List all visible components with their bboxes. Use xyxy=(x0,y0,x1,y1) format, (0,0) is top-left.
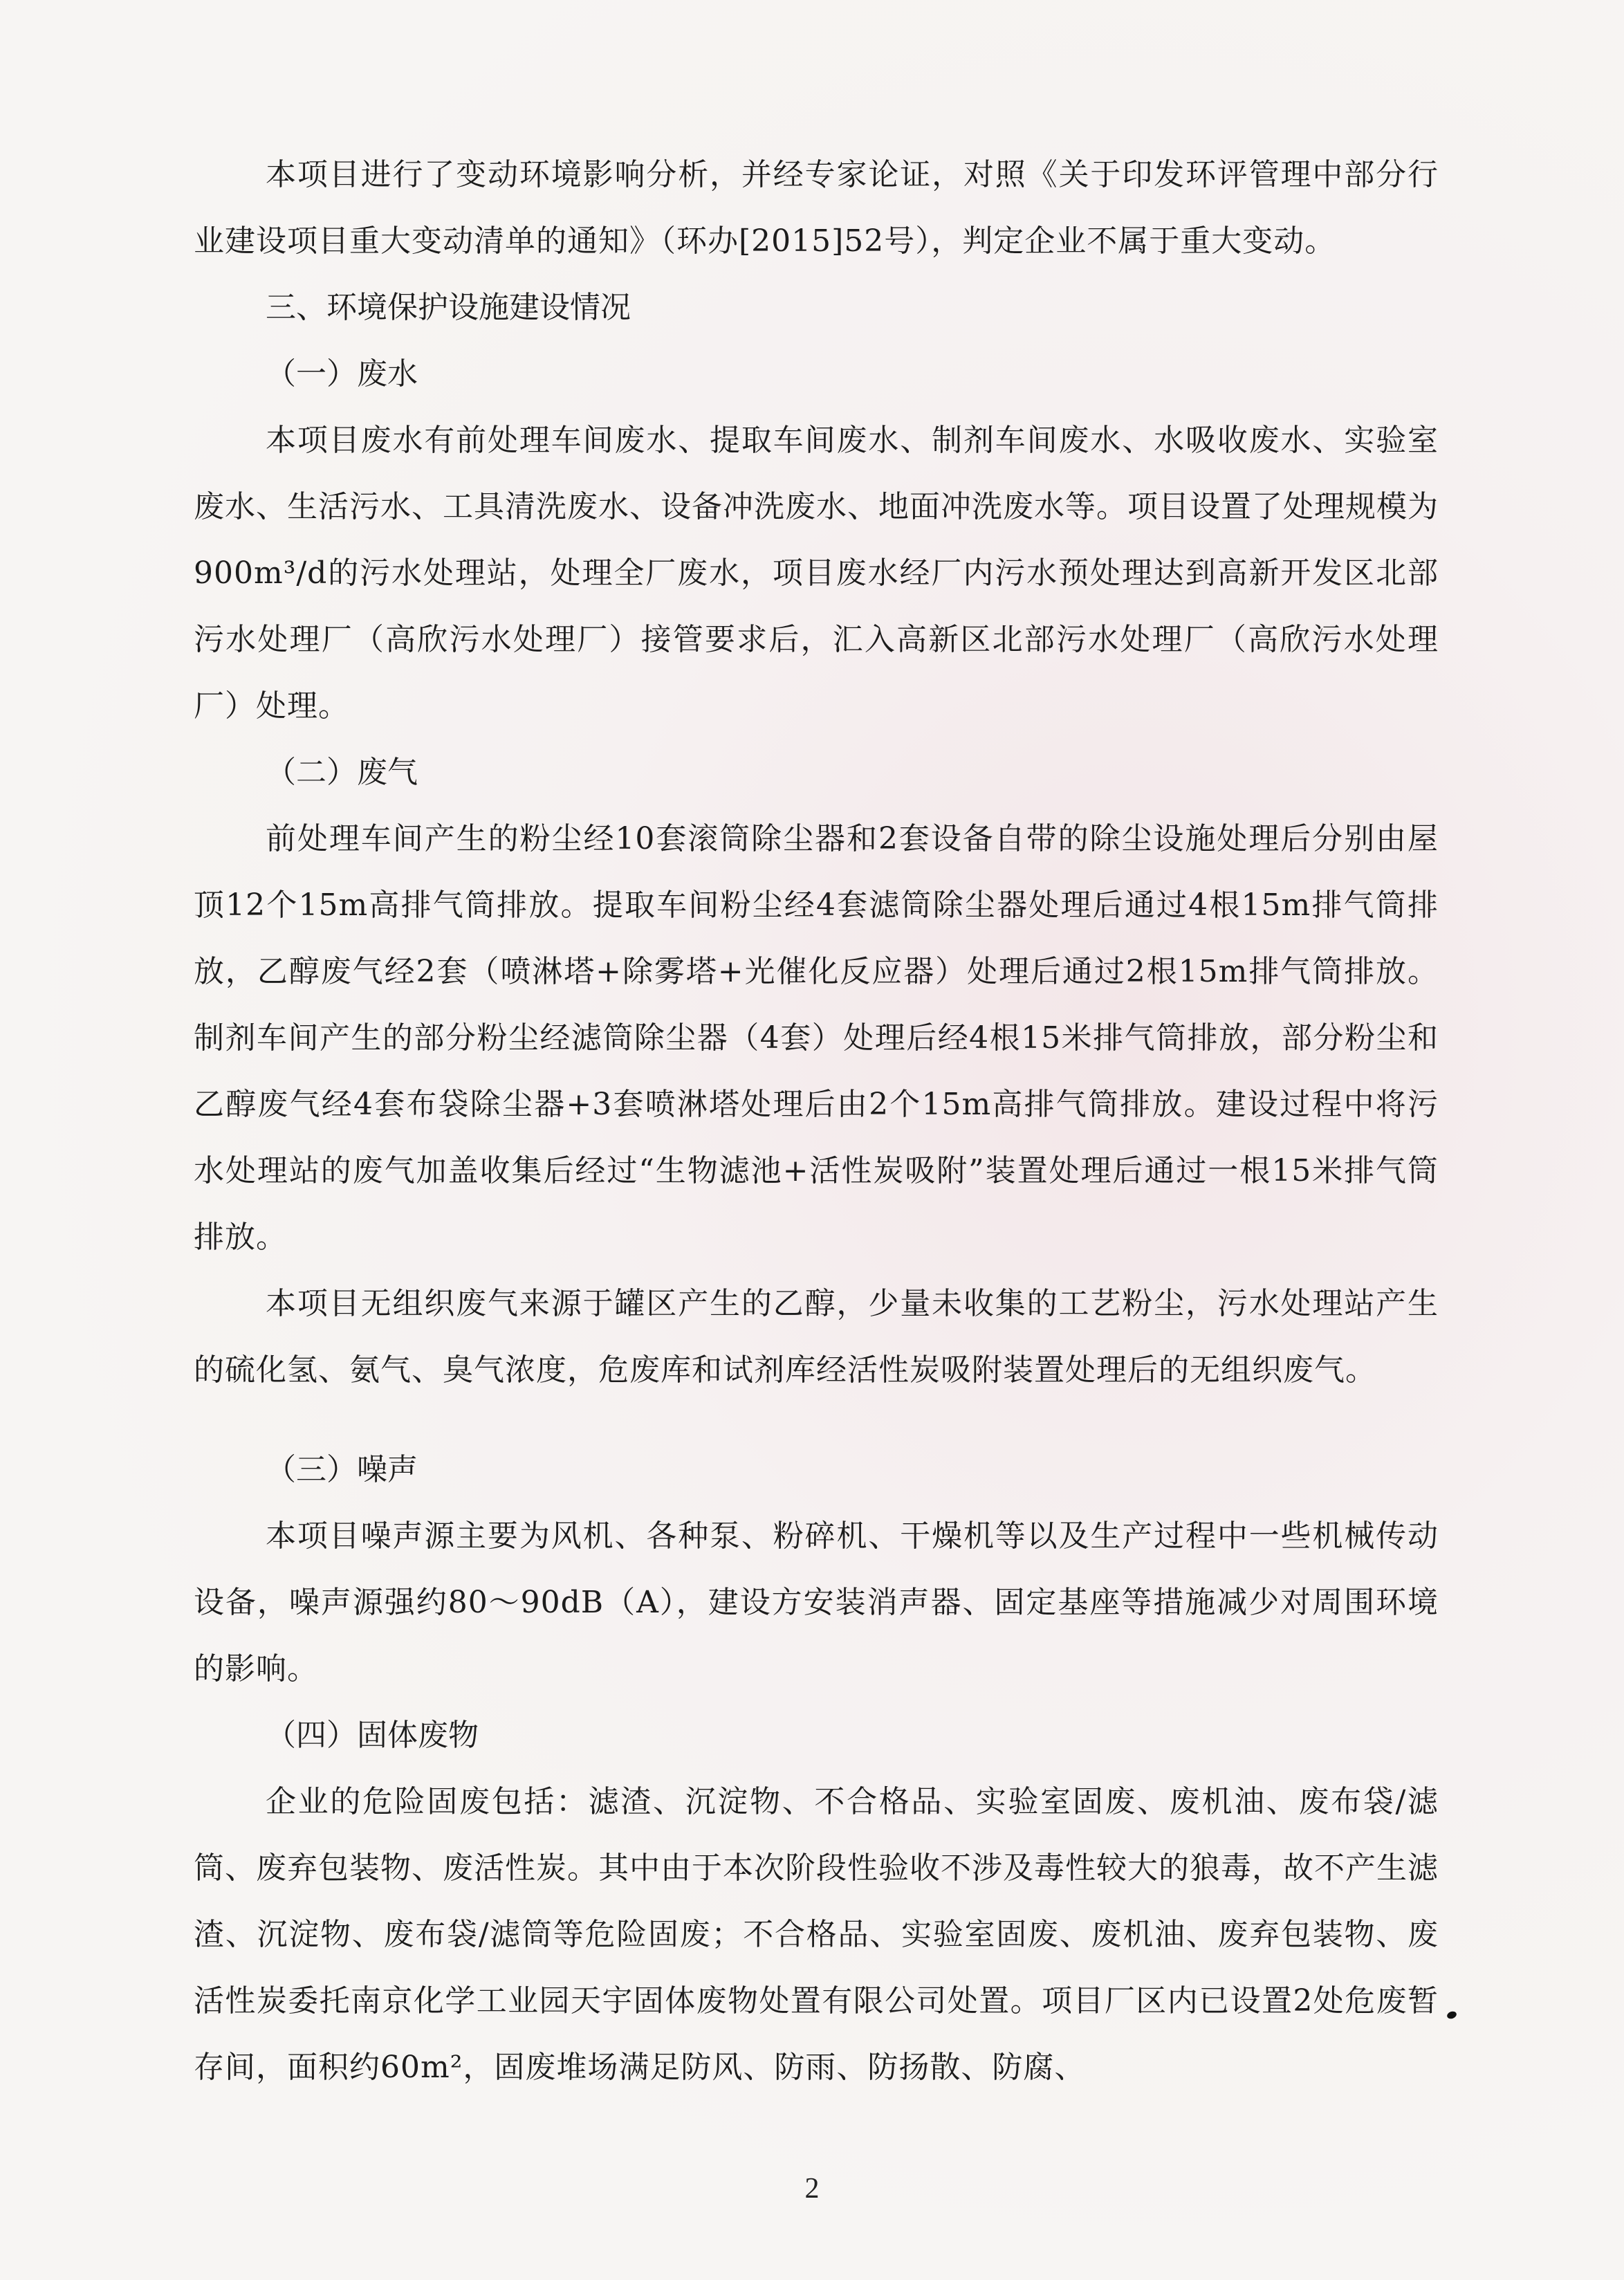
intro-paragraph: 本项目进行了变动环境影响分析，并经专家论证，对照《关于印发环评管理中部分行业建设项目重大变动清单的通知》（环办[2015]52号），判定企业不属于重大变动。 xyxy=(194,157,1439,259)
noise-paragraph: 本项目噪声源主要为风机、各种泵、粉碎机、干燥机等以及生产过程中一些机械传动设备，噪声源强约80～90dB（A），建设方安装消声器、固定基座等措施减少对周围环境的影响。 xyxy=(194,1518,1439,1686)
solid-waste-paragraph: 企业的危险固废包括：滤渣、沉淀物、不合格品、实验室固废、废机油、废布袋/滤筒、废弃包装物、废活性炭。其中由于本次阶段性验收不涉及毒性较大的狼毒，故不产生滤渣、沉淀物、废布袋/滤筒等危险固废；不合格品、实验室固废、废机油、废弃包装物、废活性炭委托南京化学工业园天宇固体废物处置有限公司处置。项目厂区内已设置2处危废暂存间，面积约60m²，固废堆场满足防风、防雨、防扬散、防腐、 xyxy=(194,1784,1439,2085)
noise-heading: （三）噪声 xyxy=(266,1452,418,1487)
wastewater-paragraph: 本项目废水有前处理车间废水、提取车间废水、制剂车间废水、水吸收废水、实验室废水、生活污水、工具清洗废水、设备冲洗废水、地面冲洗废水等。项目设置了处理规模为900m³/d的污水处理站，处理全厂废水，项目废水经厂内污水预处理达到高新开发区北部污水处理厂（高欣污水处理厂）接管要求后，汇入高新区北部污水处理厂（高欣污水处理厂）处理。 xyxy=(194,423,1439,724)
waste-gas-paragraph-1: 前处理车间产生的粉尘经10套滚筒除尘器和2套设备自带的除尘设施处理后分别由屋顶12个15m高排气筒排放。提取车间粉尘经4套滤筒除尘器处理后通过4根15m排气筒排放，乙醇废气经2套（喷淋塔+除雾塔+光催化反应器）处理后通过2根15m排气筒排放。制剂车间产生的部分粉尘经滤筒除尘器（4套）处理后经4根15米排气筒排放，部分粉尘和乙醇废气经4套布袋除尘器+3套喷淋塔处理后由2个15m高排气筒排放。建设过程中将污水处理站的废气加盖收集后经过“生物滤池+活性炭吸附”装置处理后通过一根15米排气筒排放。 xyxy=(194,821,1439,1255)
solid-waste-heading: （四）固体废物 xyxy=(266,1718,479,1753)
document-body xyxy=(194,142,1439,2101)
ink-speck xyxy=(1446,2010,1458,2020)
waste-gas-heading: （二）废气 xyxy=(266,755,418,790)
wastewater-heading: （一）废水 xyxy=(266,356,418,392)
spacer xyxy=(194,1404,1439,1437)
page-number: 2 xyxy=(804,2173,820,2205)
waste-gas-paragraph-2: 本项目无组织废气来源于罐区产生的乙醇，少量未收集的工艺粉尘，污水处理站产生的硫化氢、氨气、臭气浓度，危废库和试剂库经活性炭吸附装置处理后的无组织废气。 xyxy=(194,1286,1439,1388)
section-title: 三、环境保护设施建设情况 xyxy=(266,290,631,325)
